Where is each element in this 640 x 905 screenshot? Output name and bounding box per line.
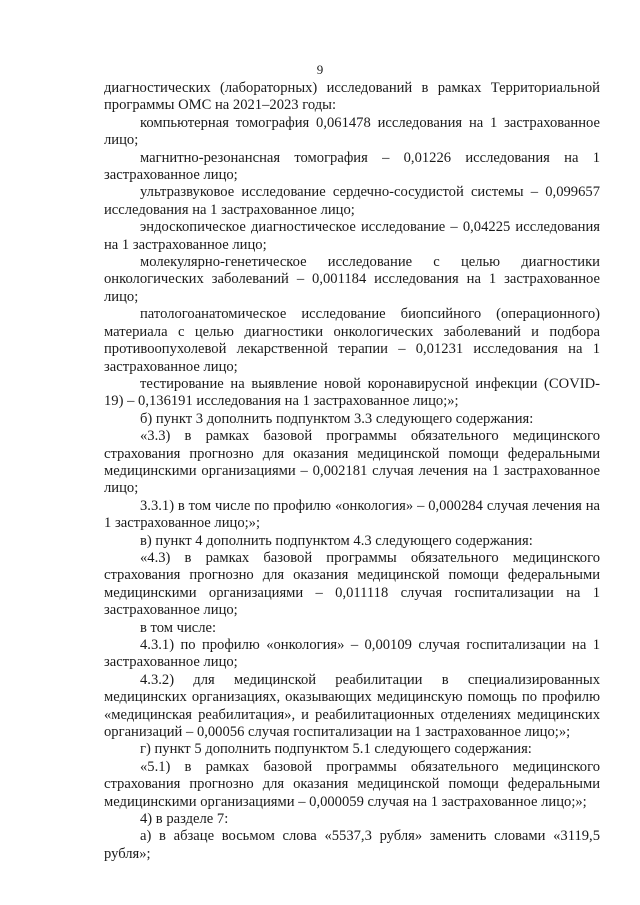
paragraph: г) пункт 5 дополнить подпунктом 5.1 следующего содержания: [140, 741, 532, 758]
paragraph: ультразвуковое исследование сердечно-сосудистой системы – 0,099657 исследования на 1 застрахованное лицо; [104, 184, 600, 218]
paragraph: 4.3.1) по профилю «онкология» – 0,00109 случая госпитализации на 1 застрахованное лицо; [104, 637, 600, 671]
paragraph: магнитно-резонансная томография – 0,01226 исследования на 1 застрахованное лицо; [104, 149, 600, 184]
paragraph: «5.1) в рамках базовой программы обязательного медицинского страхования прогнозно для оказания медицинской помощи федеральными медицинскими организациями – 0,000059 случая на 1 застрахованное лицо;»; [104, 758, 600, 810]
paragraph: тестирование на выявление новой коронавирусной инфекции (COVID-19) – 0,136191 исследования на 1 застрахованное лицо;»; [104, 375, 600, 410]
paragraph: молекулярно-генетическое исследование с целью диагностики онкологических заболеваний – 0,001184 исследования на 1 застрахованное лицо; [104, 254, 600, 305]
paragraph: «4.3) в рамках базовой программы обязательного медицинского страхования прогнозно для оказания медицинской помощи федеральными медицинскими организациями – 0,011118 случая госпитализации на 1 застрахованное лицо; [104, 549, 600, 619]
paragraph: в том числе: [140, 619, 217, 636]
document-body [104, 80, 600, 863]
paragraph: 4.3.2) для медицинской реабилитации в специализированных медицинских организациях, оказывающих медицинскую помощь по профилю «медицинская реабилитация», и реабилитационных отделениях медицинских организаций – 0,00056 случая госпитализации на 1 застрахованное лицо;»; [104, 671, 600, 741]
paragraph: в) пункт 4 дополнить подпунктом 4.3 следующего содержания: [140, 532, 533, 549]
paragraph: компьютерная томография 0,061478 исследования на 1 застрахованное лицо; [104, 114, 600, 149]
paragraph: «3.3) в рамках базовой программы обязательного медицинского страхования прогнозно для оказания медицинской помощи федеральными медицинскими организациями – 0,002181 случая лечения на 1 застрахованное лицо; [104, 428, 600, 497]
paragraph: 4) в разделе 7: [140, 811, 229, 828]
paragraph: б) пункт 3 дополнить подпунктом 3.3 следующего содержания: [140, 410, 534, 427]
paragraph: эндоскопическое диагностическое исследование – 0,04225 исследования на 1 застрахованное лицо; [104, 219, 600, 253]
paragraph: а) в абзаце восьмом слова «5537,3 рубля» заменить словами «3119,5 рубля»; [104, 828, 600, 862]
paragraph: 3.3.1) в том числе по профилю «онкология» – 0,000284 случая лечения на 1 застрахованное лицо;»; [104, 497, 600, 532]
paragraph: патологоанатомическое исследование биопсийного (операционного) материала с целью диагностики онкологических заболеваний и подбора противоопухолевой лекарственной терапии – 0,01231 исследования на 1 застрахованное лицо; [104, 306, 600, 375]
page-number: 9 [316, 62, 324, 77]
paragraph: диагностических (лабораторных) исследований в рамках Территориальной программы ОМС на 2021–2023 годы: [104, 80, 600, 114]
